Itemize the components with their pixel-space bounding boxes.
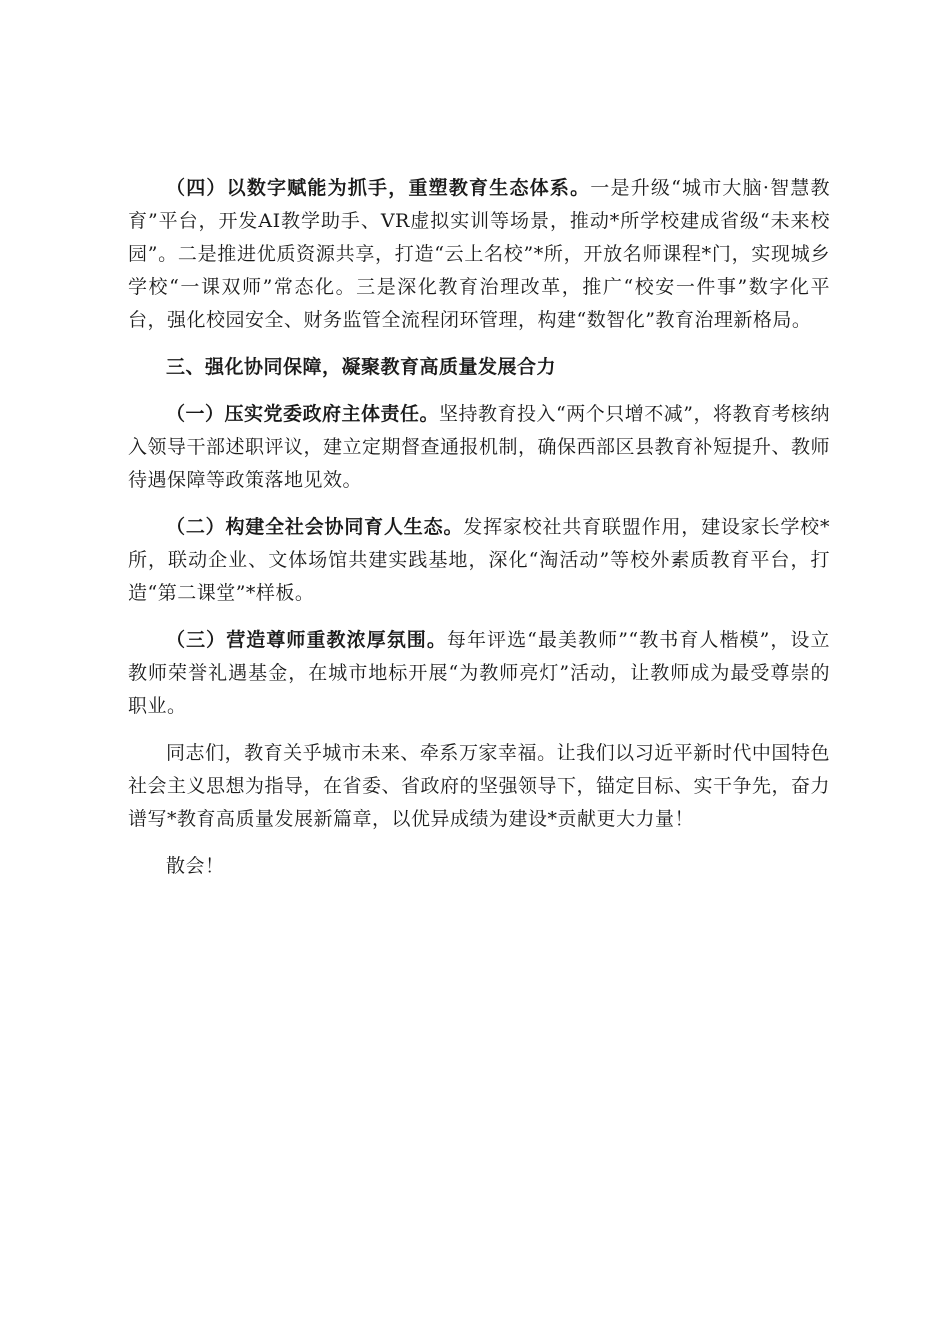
section-heading: 三、强化协同保障，凝聚教育高质量发展合力 xyxy=(166,356,557,378)
paragraph-closing-remarks: 同志们，教育关乎城市未来、牵系万家幸福。让我们以习近平新时代中国特色社会主义思想为指导，在省委、省政府的坚强领导下，锚定目标、实干争先，奋力谱写*教育高质量发展新篇章，以优异成绩为建设*贡献更大力量！ xyxy=(128,742,831,830)
paragraph-lead: （二）构建全社会协同育人生态。 xyxy=(166,516,464,538)
paragraph-text: 一是升级“城市大脑·智慧教育”平台，开发AI教学助手、VR虚拟实训等场景，推动*所学校建成省级“未来校园”。二是推进优质资源共享，打造“云上名校”*所，开放名师课程*门，实现城乡学校“一课双师”常态化。三是深化教育治理改革，推广“校安一件事”数字化平台，强化校园安全、财务监管全流程闭环管理，构建“数智化”教育治理新格局。 xyxy=(128,177,830,331)
paragraph-lead: （三）营造尊师重教浓厚氛围。 xyxy=(166,629,447,651)
paragraph-party-responsibility xyxy=(128,398,830,497)
paragraph-text: 坚持教育投入“两个只增不减”，将教育考核纳入领导干部述职评议，建立定期督查通报机制，确保西部区县教育补短提升、教师待遇保障等政策落地见效。 xyxy=(128,403,831,491)
paragraph-lead: （四）以数字赋能为抓手，重塑教育生态体系。 xyxy=(166,177,591,199)
paragraph-adjourn: 散会！ xyxy=(166,855,225,877)
paragraph-collaborative-education xyxy=(128,511,830,610)
document-body xyxy=(128,172,830,897)
paragraph-respect-teachers xyxy=(128,624,830,723)
paragraph-text: 每年评选“最美教师”“教书育人楷模”，设立教师荣誉礼遇基金，在城市地标开展“为教师亮灯”活动，让教师成为最受尊崇的职业。 xyxy=(128,629,830,717)
paragraph-text: 发挥家校社共育联盟作用，建设家长学校*所，联动企业、文体场馆共建实践基地，深化“淘活动”等校外素质教育平台，打造“第二课堂”*样板。 xyxy=(128,516,830,604)
paragraph-digital-empowerment xyxy=(128,172,830,337)
paragraph-lead: （一）压实党委政府主体责任。 xyxy=(166,403,440,425)
